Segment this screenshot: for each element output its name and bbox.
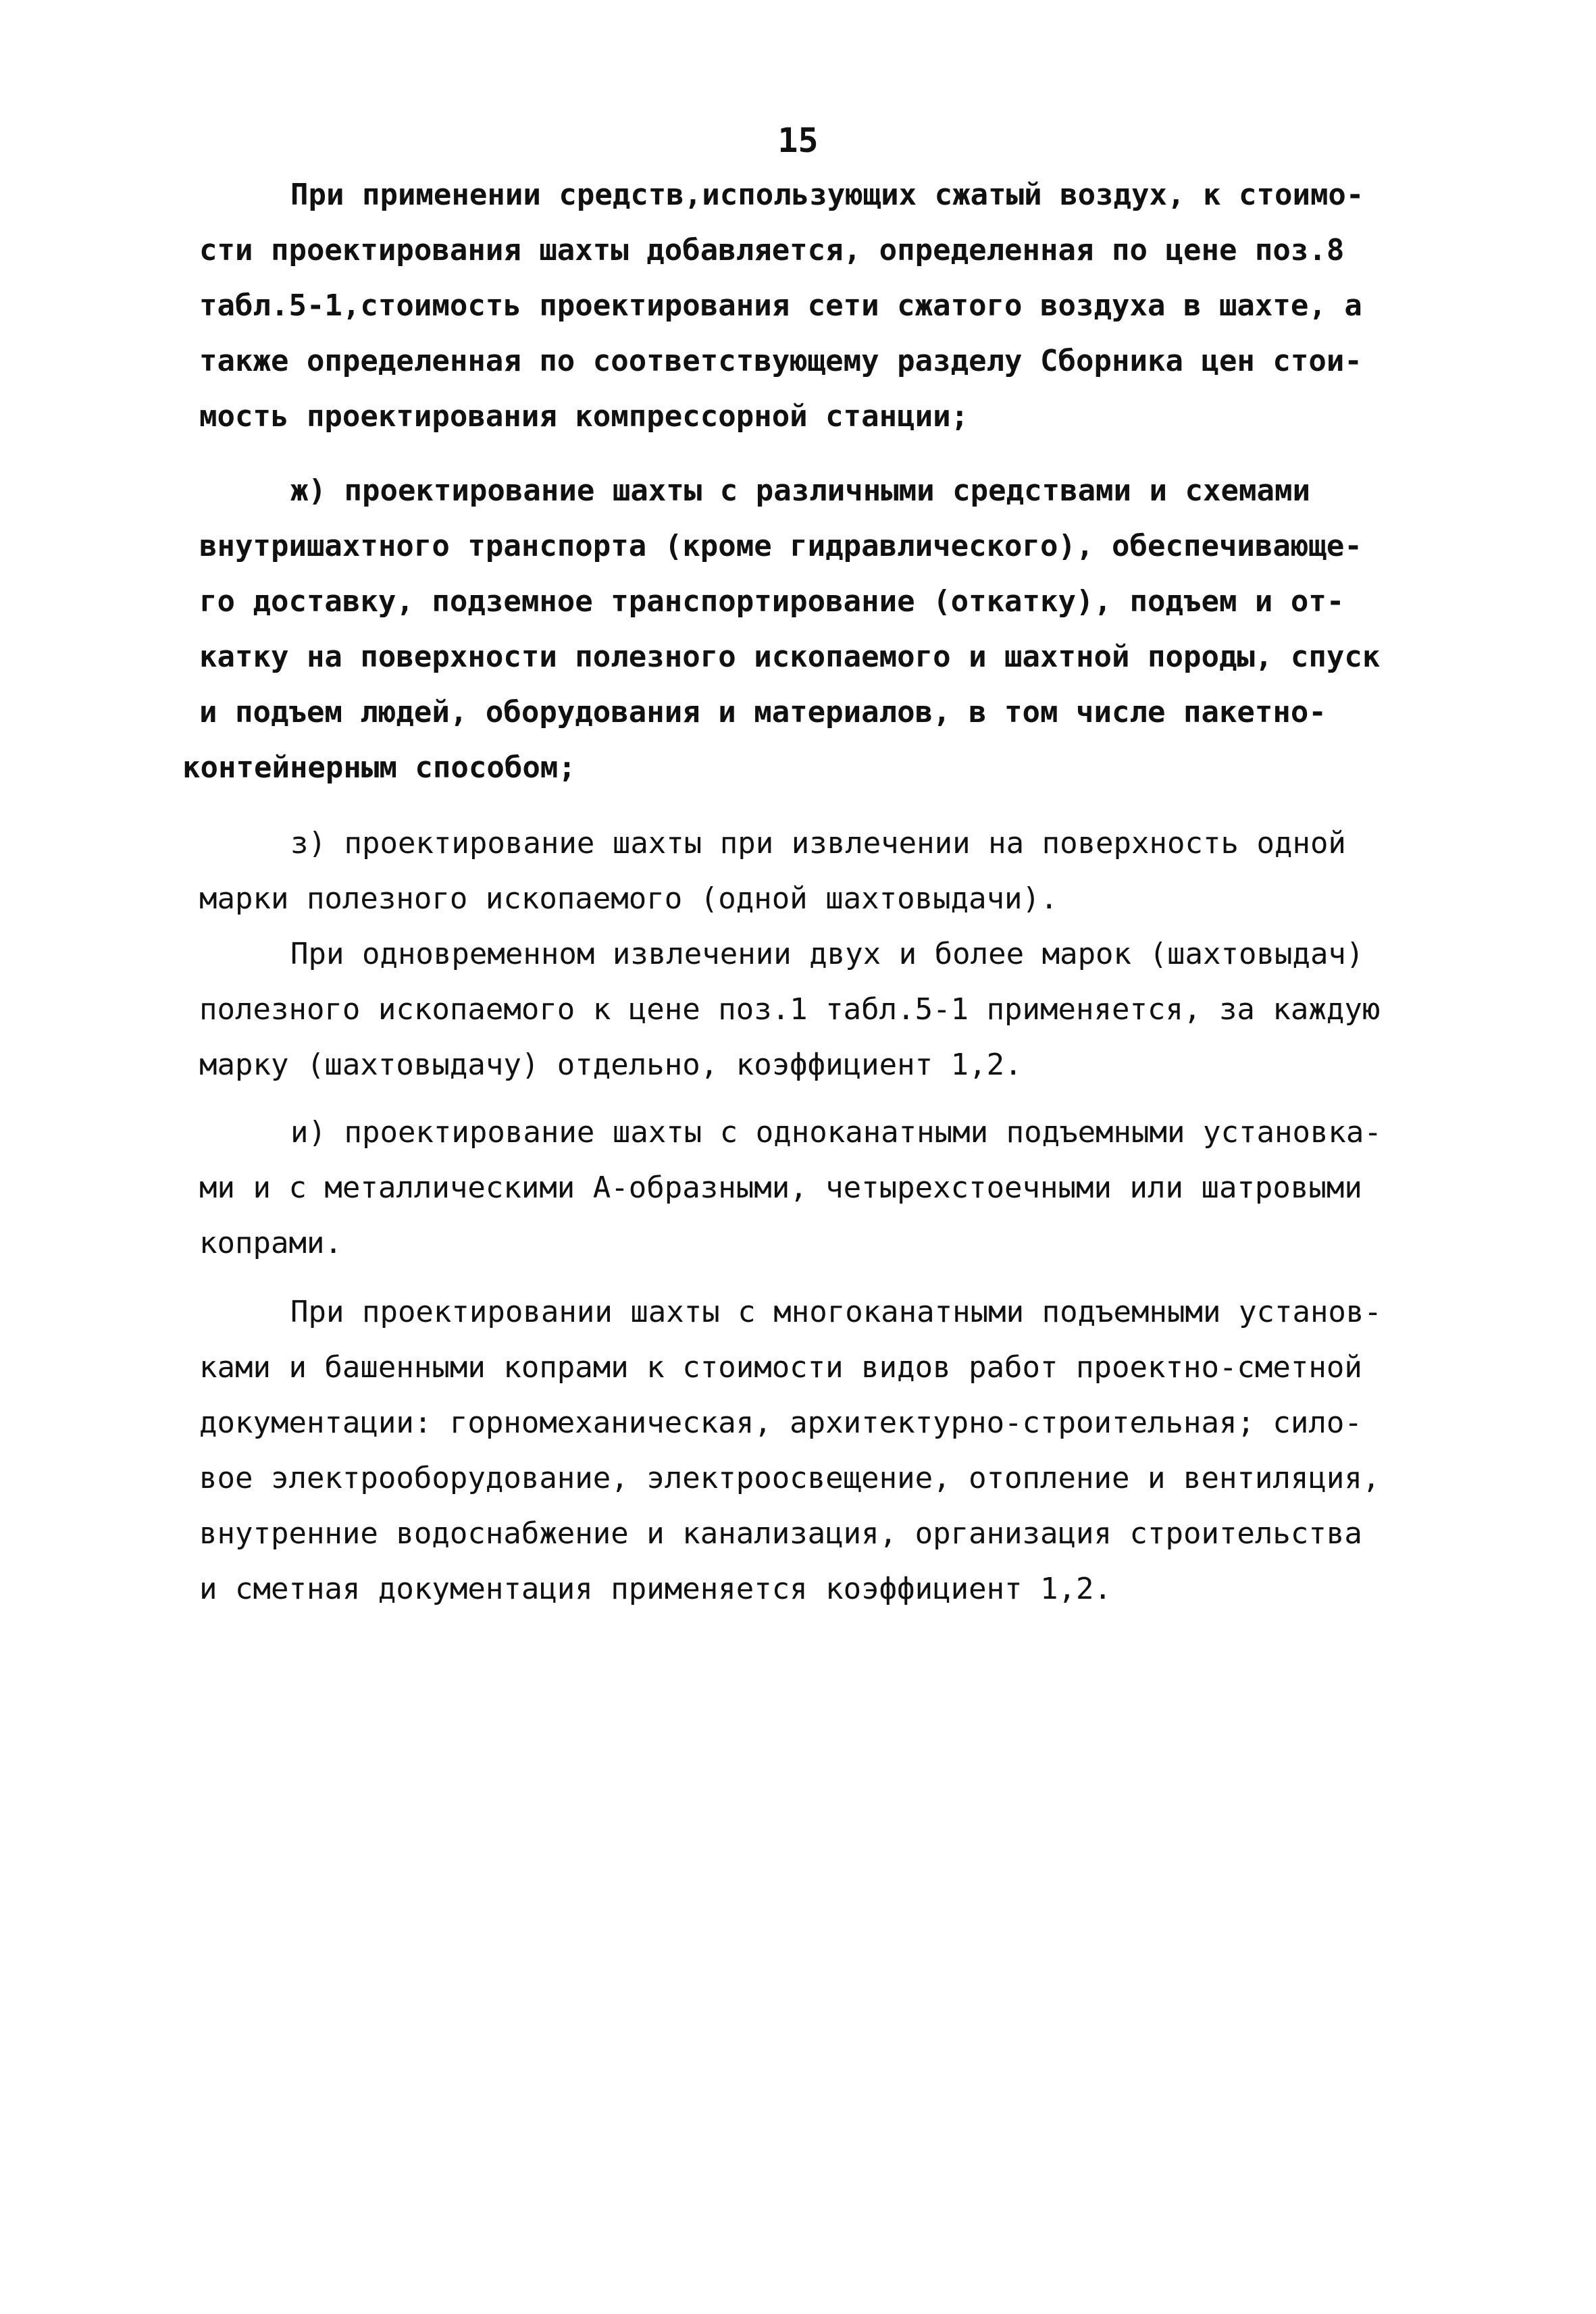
text-line: ми и с металлическими А-образными, четырехстоечными или шатровыми (199, 1171, 1362, 1205)
page-number: 15 (777, 121, 819, 160)
text-line: полезного ископаемого к цене поз.1 табл.5-1 применяется, за каждую (199, 992, 1381, 1027)
text-line: При проектировании шахты с многоканатными подъемными установ- (290, 1295, 1382, 1329)
paragraph-item-zh (182, 463, 1415, 796)
text-line: копрами. (199, 1226, 342, 1260)
text-line: внутришахтного транспорта (кроме гидравлического), обеспечивающе- (199, 529, 1362, 563)
text-line: сти проектирования шахты добавляется, определенная по цене поз.8 (199, 233, 1345, 267)
text-line: ками и башенными копрами к стоимости видов работ проектно-сметной (199, 1350, 1362, 1385)
text-line: марки полезного ископаемого (одной шахтовыдачи). (199, 881, 1058, 916)
text-line: и сметная документация применяется коэффициент 1,2. (199, 1572, 1112, 1606)
text-line: документации: горномеханическая, архитектурно-строительная; сило- (199, 1406, 1362, 1440)
text-line: мость проектирования компрессорной станции; (199, 399, 969, 434)
text-line: и подъем людей, оборудования и материалов, в том числе пакетно- (199, 695, 1327, 729)
text-line: контейнерным способом; (182, 750, 576, 785)
paragraph-item-z (199, 816, 1415, 927)
text-line: и) проектирование шахты с одноканатными подъемными установка- (290, 1115, 1382, 1150)
text-line: внутренние водоснабжение и канализация, организация строительства (199, 1516, 1362, 1551)
text-line: также определенная по соответствующему разделу Сборника цен стои- (199, 344, 1362, 378)
paragraph-multiple-grades (199, 927, 1415, 1093)
text-line: марку (шахтовыдачу) отдельно, коэффициент 1,2. (199, 1048, 1023, 1082)
text-line: вое электрооборудование, электроосвещение, отопление и вентиляция, (199, 1461, 1381, 1495)
text-line: ж) проектирование шахты с различными средствами и схемами (290, 473, 1310, 508)
text-line: При применении средств,использующих сжатый воздух, к стоимо- (290, 178, 1364, 212)
text-line: При одновременном извлечении двух и более марок (шахтовыдач) (290, 937, 1364, 971)
text-line: табл.5-1,стоимость проектирования сети сжатого воздуха в шахте, а (199, 288, 1362, 323)
text-line: го доставку, подземное транспортирование (откатку), подъем и от- (199, 584, 1345, 619)
paragraph-multi-rope (199, 1285, 1415, 1617)
paragraph-compressed-air (199, 168, 1415, 444)
text-line: катку на поверхности полезного ископаемого и шахтной породы, спуск (199, 640, 1381, 674)
text-line: з) проектирование шахты при извлечении на поверхность одной (290, 826, 1346, 860)
paragraph-item-i (199, 1105, 1415, 1271)
